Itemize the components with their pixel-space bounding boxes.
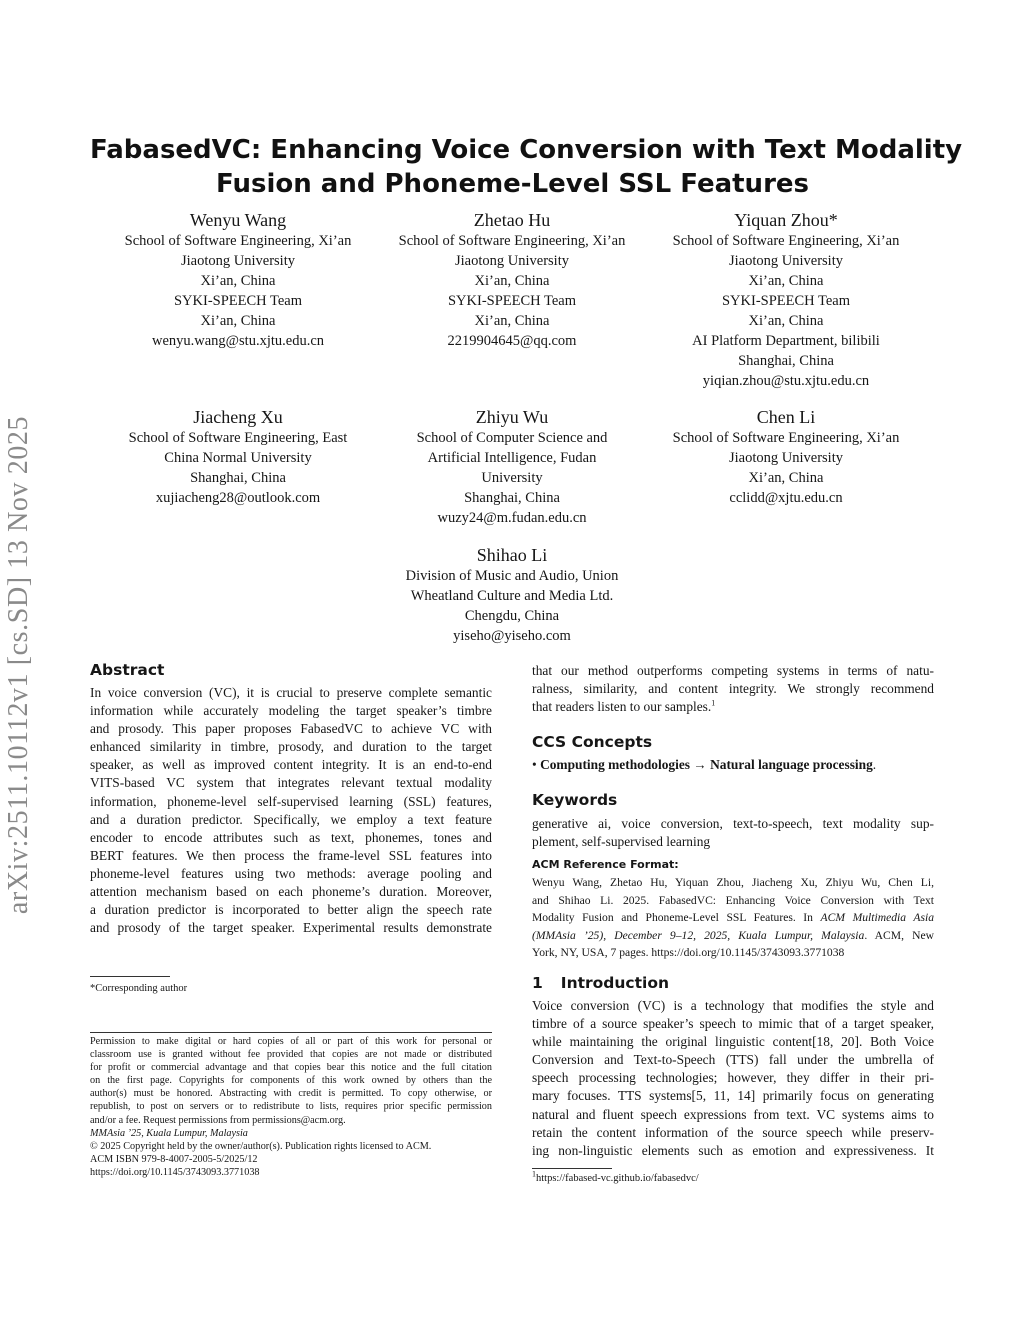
abstract-last-text: that readers listen to our samples. bbox=[532, 699, 712, 715]
title-line-1: FabasedVC: Enhancing Voice Conversion with Text Modality bbox=[90, 135, 963, 165]
author-location: Xi’an, China bbox=[748, 470, 824, 486]
abstract-line: that our method outperforms competing systems in terms of natu- bbox=[532, 663, 934, 678]
author-email: yiqian.zhou@stu.xjtu.edu.cn bbox=[702, 373, 870, 389]
section-title: Introduction bbox=[560, 974, 670, 992]
abstract-line: a duration predictor is incorporated to better align the speech rate bbox=[90, 902, 492, 918]
abstract-continuation bbox=[532, 662, 934, 716]
intro-line: while maintaining the original linguistic content[18, 20]. Both Voice bbox=[532, 1034, 934, 1050]
author-affiliation: Jiaotong University bbox=[729, 253, 843, 269]
permission-rule bbox=[90, 1032, 492, 1033]
author-block-5 bbox=[362, 405, 662, 528]
author-affiliation: AI Platform Department, bilibili bbox=[692, 333, 880, 349]
author-location: Xi’an, China bbox=[200, 273, 276, 289]
author-name: Wenyu Wang bbox=[189, 210, 287, 230]
intro-line: timbre of a source speaker’s speech to mimic that of a target speaker, bbox=[532, 1016, 934, 1032]
author-location: Shanghai, China bbox=[738, 353, 834, 369]
acm-ref-venue: ACM Multimedia Asia bbox=[820, 911, 934, 924]
author-email: xujiacheng28@outlook.com bbox=[155, 490, 321, 506]
abstract-line: information while accurately modeling the target speaker’s timbre bbox=[90, 703, 492, 719]
author-location: Chengdu, China bbox=[464, 608, 560, 624]
ccs-concepts bbox=[532, 756, 934, 774]
acm-ref-line bbox=[532, 927, 934, 945]
keywords-heading: Keywords bbox=[532, 791, 618, 809]
author-affiliation: School of Software Engineering, Xi’an bbox=[124, 233, 352, 249]
abstract-line: ralness, similarity, and content integrity. We strongly recommend bbox=[532, 681, 934, 697]
abstract-heading: Abstract bbox=[90, 661, 165, 679]
author-block-3 bbox=[636, 208, 936, 391]
abstract-line bbox=[532, 698, 934, 716]
introduction-text bbox=[532, 997, 934, 1160]
author-affiliation: Division of Music and Audio, Union bbox=[405, 568, 619, 584]
abstract-line: attention mechanism based on each phoneme’s duration. Moreover, bbox=[90, 884, 492, 900]
acm-ref-line: York, NY, USA, 7 pages. https://doi.org/10.1145/3743093.3771038 bbox=[532, 946, 845, 959]
author-affiliation: School of Software Engineering, East bbox=[128, 430, 348, 446]
ccs-term-1: Computing methodologies bbox=[540, 757, 690, 772]
acm-ref-venue-detail: (MMAsia ’25), December 9–12, 2025, Kuala Lumpur, Malaysia bbox=[532, 928, 865, 942]
paper-title bbox=[90, 133, 963, 201]
abstract-text bbox=[90, 684, 492, 937]
permission-line: and/or a fee. Request permissions from permissions@acm.org. bbox=[90, 1114, 346, 1126]
author-block-4 bbox=[88, 405, 388, 508]
title-line-2: Fusion and Phoneme-Level SSL Features bbox=[216, 169, 809, 199]
permission-line: republish, to post on servers or to redistribute to lists, requires prior specific permission bbox=[90, 1101, 492, 1113]
intro-line: mary focuses. TTS systems[5, 11, 14] primarily focus on generating bbox=[532, 1088, 934, 1104]
abstract-line: encoder to encode attributes such as text, phonemes, tones and bbox=[90, 829, 492, 845]
abstract-line: In voice conversion (VC), it is crucial to preserve complete semantic bbox=[90, 685, 492, 700]
permission-line: on the first page. Copyrights for components of this work owned by others than the bbox=[90, 1075, 492, 1087]
permission-line: Permission to make digital or hard copies of all or part of this work for personal or bbox=[90, 1036, 492, 1047]
ccs-bullet: • bbox=[532, 757, 537, 772]
acm-ref-text: Modality Fusion and Phoneme-Level SSL Features. In bbox=[532, 911, 813, 924]
acm-reference-heading: ACM Reference Format: bbox=[532, 858, 679, 871]
abstract-line: and a duration predictor. Specifically, we employ a text feature bbox=[90, 811, 492, 827]
author-affiliation: Jiaotong University bbox=[181, 253, 295, 269]
acm-ref-line bbox=[532, 909, 934, 927]
author-team: SYKI-SPEECH Team bbox=[173, 293, 302, 309]
intro-line: ing non-linguistic elements such as emotion and expressiveness. It bbox=[532, 1142, 934, 1158]
author-location: Xi’an, China bbox=[474, 313, 550, 329]
ccs-heading: CCS Concepts bbox=[532, 733, 653, 751]
abstract-line: and prosody. This paper proposes FabasedVC to achieve VC with bbox=[90, 721, 492, 737]
author-name: Shihao Li bbox=[476, 545, 548, 565]
author-block-2 bbox=[362, 208, 662, 351]
author-name: Zhiyu Wu bbox=[475, 407, 549, 427]
intro-line: retain the content information of the source speech while preserv- bbox=[532, 1124, 934, 1140]
author-block-1 bbox=[88, 208, 388, 351]
abstract-line: enhanced similarity in timbre, prosody, and duration to the target bbox=[90, 739, 492, 755]
author-email: cclidd@xjtu.edu.cn bbox=[729, 490, 843, 506]
venue-line bbox=[90, 1127, 492, 1140]
abstract-line: speaker, as well as improved content integrity. It is an end-to-end bbox=[90, 757, 492, 773]
isbn-line: ACM ISBN 979-8-4007-2005-5/2025/12 bbox=[90, 1153, 258, 1165]
author-affiliation: University bbox=[481, 470, 543, 486]
abstract-line: and prosody of the target speaker. Experimental results demonstrate bbox=[90, 920, 492, 936]
permission-line: for profit or commercial advantage and that copies bear this notice and the full citation bbox=[90, 1062, 492, 1074]
author-affiliation: Wheatland Culture and Media Ltd. bbox=[410, 588, 614, 604]
author-affiliation: China Normal University bbox=[164, 450, 312, 466]
author-location: Shanghai, China bbox=[190, 470, 286, 486]
keywords-line: generative ai, voice conversion, text-to-speech, text modality sup- bbox=[532, 816, 934, 831]
introduction-heading bbox=[532, 973, 669, 993]
ccs-arrow: → bbox=[693, 757, 707, 772]
author-affiliation: Jiaotong University bbox=[455, 253, 569, 269]
venue-text: MMAsia ’25, Kuala Lumpur, Malaysia bbox=[90, 1127, 248, 1139]
keywords-text bbox=[532, 815, 934, 851]
arxiv-margin-identifier: arXiv:2511.10112v1 [cs.SD] 13 Nov 2025 bbox=[3, 415, 34, 915]
author-name: Jiacheng Xu bbox=[193, 407, 283, 427]
footnote-rule-right bbox=[532, 1168, 612, 1169]
author-location: Xi’an, China bbox=[200, 313, 276, 329]
ccs-period: . bbox=[872, 757, 877, 772]
doi-line: https://doi.org/10.1145/3743093.3771038 bbox=[90, 1166, 260, 1178]
abstract-line: information, phoneme-level self-supervised learning (SSL) features, bbox=[90, 793, 492, 809]
footnote-url: https://fabased-vc.github.io/fabasedvc/ bbox=[536, 1173, 699, 1184]
author-team: SYKI-SPEECH Team bbox=[447, 293, 576, 309]
author-location: Xi’an, China bbox=[474, 273, 550, 289]
author-affiliation: School of Software Engineering, Xi’an bbox=[672, 430, 900, 446]
author-team: SYKI-SPEECH Team bbox=[721, 293, 850, 309]
author-location: Xi’an, China bbox=[748, 273, 824, 289]
acm-ref-text: . ACM, New bbox=[864, 928, 934, 942]
corresponding-author-footnote: *Corresponding author bbox=[90, 983, 188, 994]
author-name: Chen Li bbox=[756, 407, 816, 427]
author-affiliation: Artificial Intelligence, Fudan bbox=[427, 450, 597, 466]
author-affiliation: Jiaotong University bbox=[729, 450, 843, 466]
author-location: Xi’an, China bbox=[748, 313, 824, 329]
author-email: wuzy24@m.fudan.edu.cn bbox=[437, 510, 587, 526]
author-email: 2219904645@qq.com bbox=[447, 333, 577, 349]
footnote-mark: 1 bbox=[711, 698, 716, 708]
author-email: yiseho@yiseho.com bbox=[453, 628, 571, 644]
intro-line: Voice conversion (VC) is a technology that modifies the style and bbox=[532, 998, 934, 1013]
author-affiliation: School of Computer Science and bbox=[416, 430, 608, 446]
footnote-number: 1 bbox=[532, 1169, 536, 1179]
author-name: Zhetao Hu bbox=[473, 210, 551, 230]
author-email: wenyu.wang@stu.xjtu.edu.cn bbox=[151, 333, 325, 349]
author-block-7 bbox=[362, 543, 662, 646]
permission-notice bbox=[90, 1035, 492, 1179]
keywords-line: plement, self-supervised learning bbox=[532, 834, 711, 850]
footnote-rule bbox=[90, 976, 170, 977]
author-location: Shanghai, China bbox=[464, 490, 560, 506]
author-name: Yiquan Zhou* bbox=[734, 210, 838, 230]
intro-line: speech processing technologies; however, they differ in their pri- bbox=[532, 1070, 934, 1086]
intro-line: natural and fluent speech expressions from text. VC systems aims to bbox=[532, 1106, 934, 1122]
section-number: 1 bbox=[532, 974, 543, 992]
abstract-line: BERT features. We then process the frame-level SSL features into bbox=[90, 847, 492, 863]
intro-line: Conversion and Text-to-Speech (TTS) fall under the umbrella of bbox=[532, 1052, 934, 1068]
acm-ref-line: Wenyu Wang, Zhetao Hu, Yiquan Zhou, Jiacheng Xu, Zhiyu Wu, Chen Li, bbox=[532, 876, 934, 889]
author-block-6 bbox=[636, 405, 936, 508]
author-affiliation: School of Software Engineering, Xi’an bbox=[672, 233, 900, 249]
copyright-line: © 2025 Copyright held by the owner/author(s). Publication rights licensed to ACM. bbox=[90, 1140, 432, 1152]
permission-line: author(s) must be honored. Abstracting with credit is permitted. To copy otherwise, or bbox=[90, 1088, 492, 1100]
author-affiliation: School of Software Engineering, Xi’an bbox=[398, 233, 626, 249]
abstract-line: phoneme-level features using two methods: average pooling and bbox=[90, 865, 492, 881]
abstract-line: VITS-based VC system that integrates relevant textual modality bbox=[90, 775, 492, 791]
url-footnote bbox=[532, 1169, 699, 1185]
acm-reference-text bbox=[532, 874, 934, 962]
permission-line: classroom use is granted without fee provided that copies are not made or distributed bbox=[90, 1049, 492, 1061]
ccs-term-2: Natural language processing bbox=[710, 757, 873, 772]
acm-ref-line: and Shihao Li. 2025. FabasedVC: Enhancing Voice Conversion with Text bbox=[532, 893, 934, 907]
